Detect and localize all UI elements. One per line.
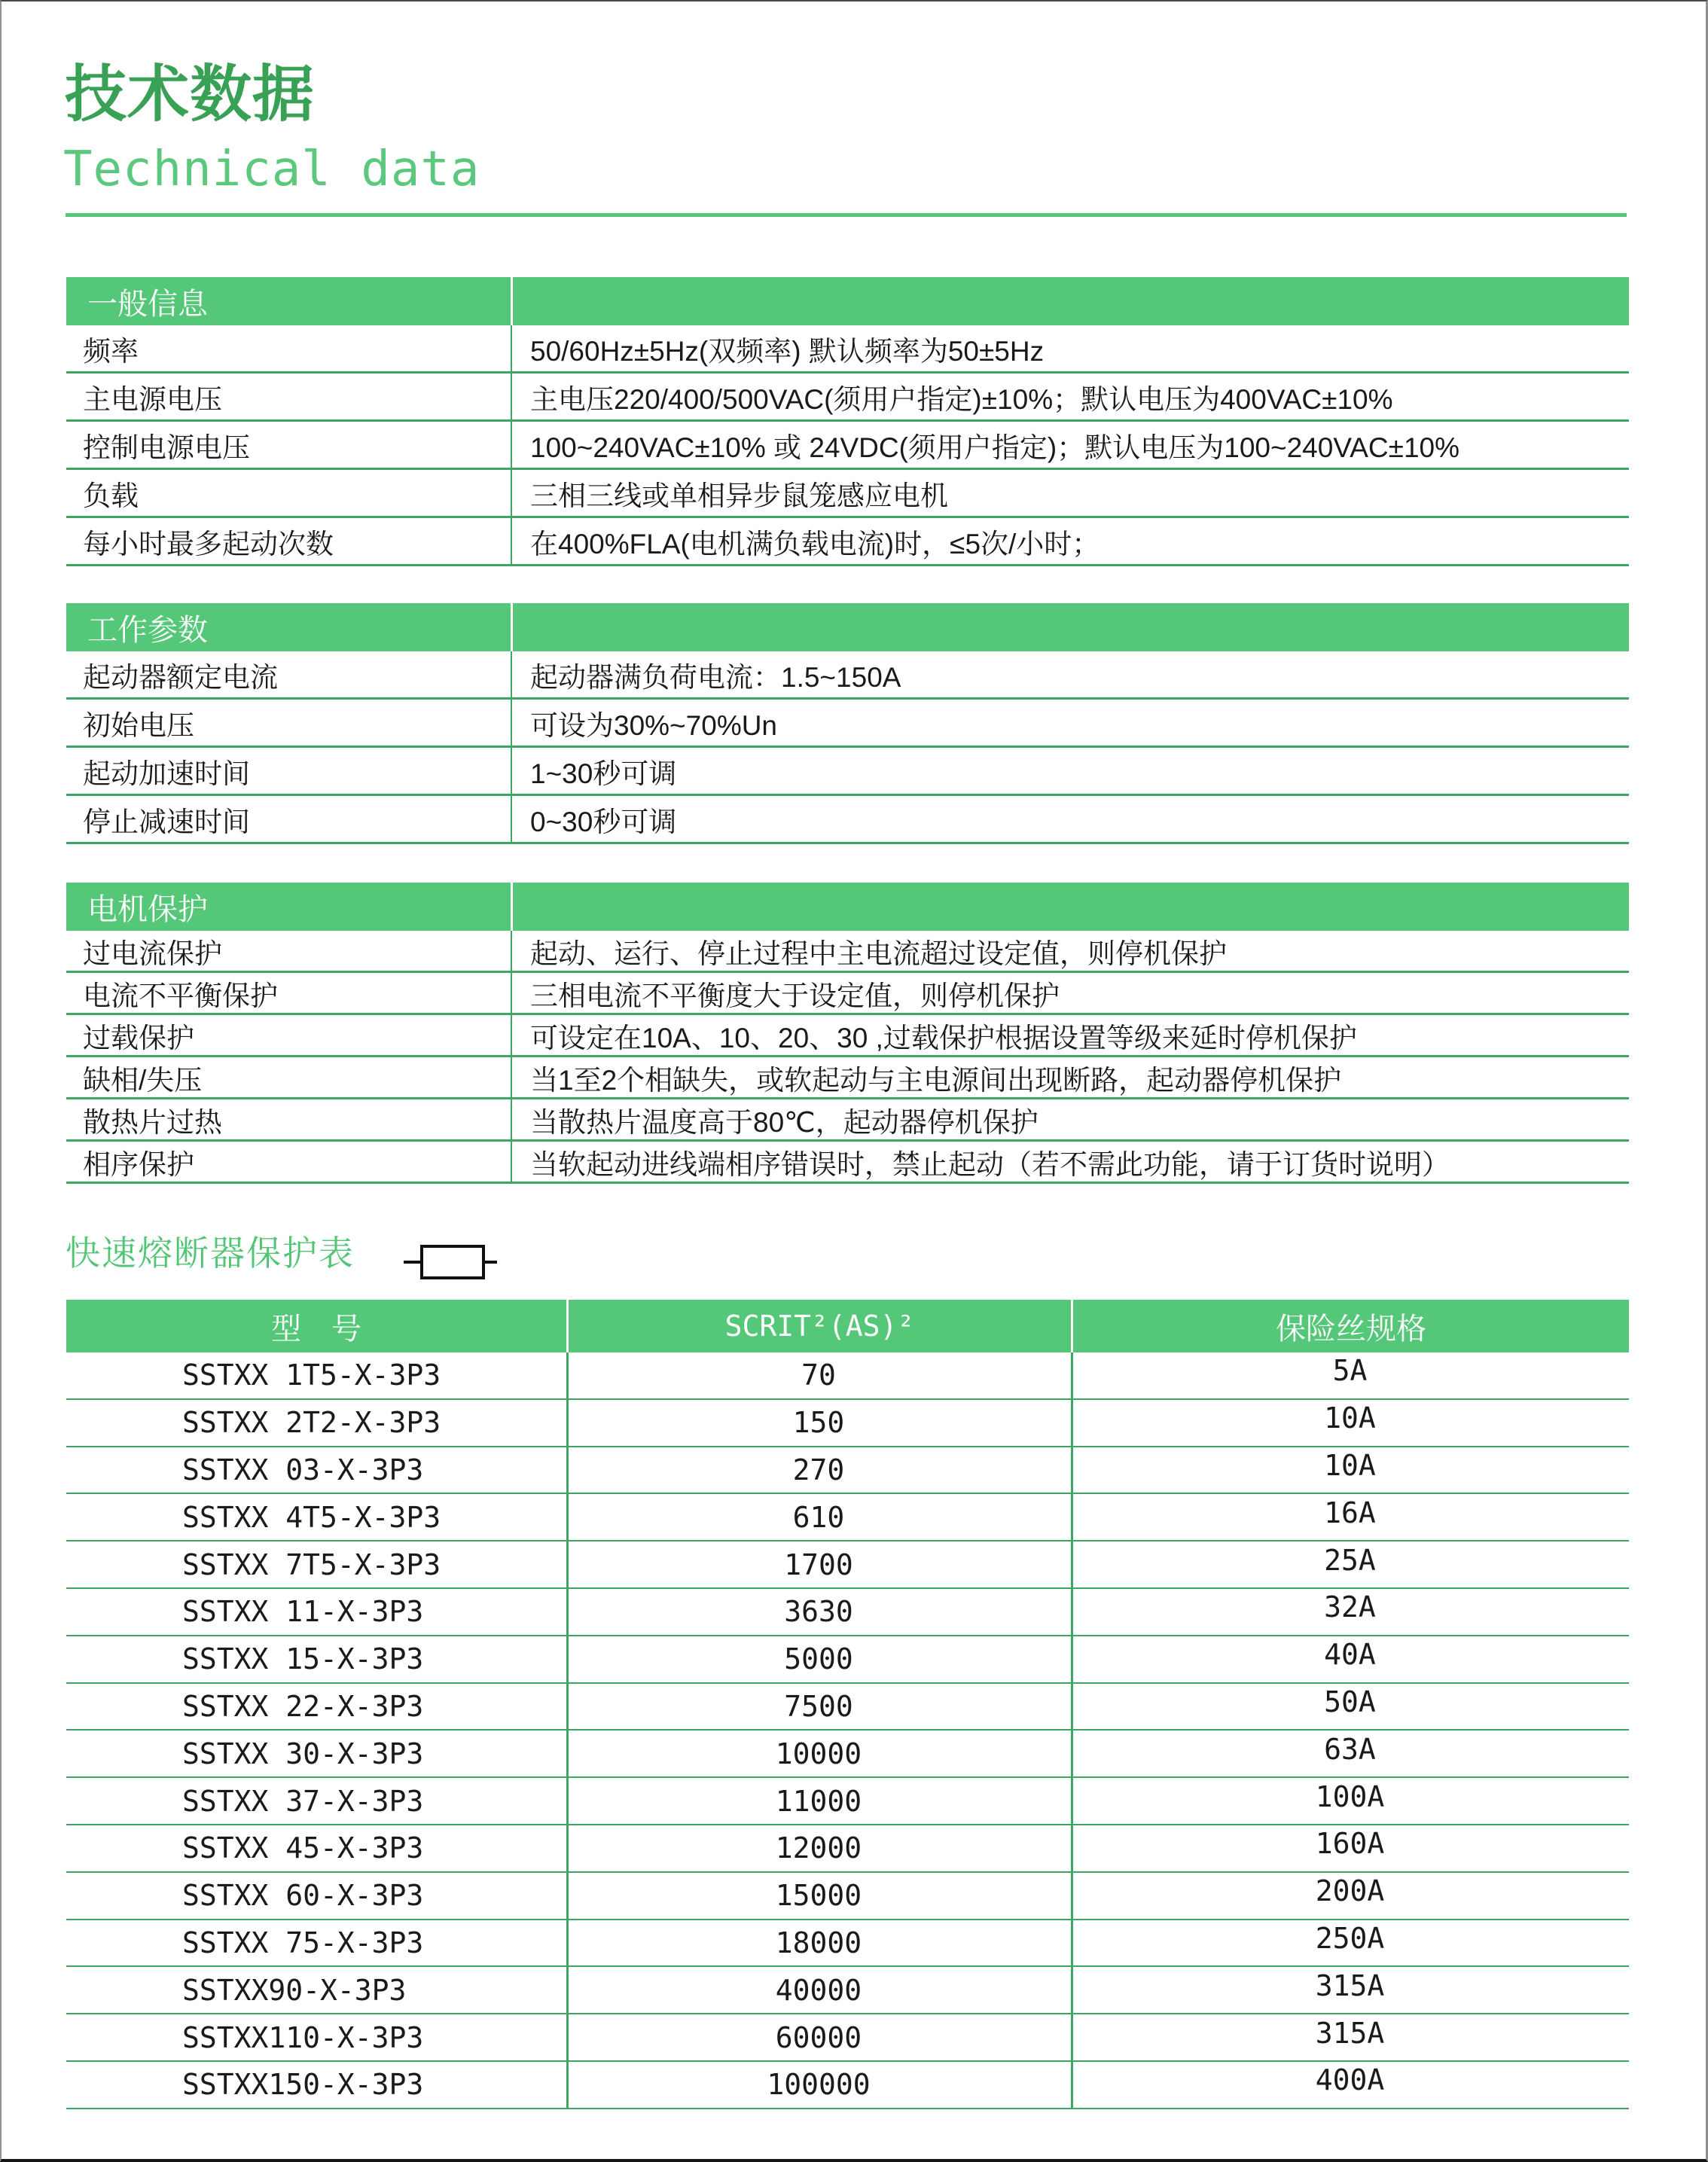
table-row bbox=[66, 1636, 1629, 1684]
table-row bbox=[66, 1589, 1629, 1636]
scrit-cell: 18000 bbox=[775, 1926, 862, 1959]
table-row bbox=[66, 1967, 1629, 2014]
fuse-spec-cell: 16A bbox=[1324, 1496, 1376, 1529]
table-row bbox=[66, 325, 1629, 374]
fuse-spec-cell: 5A bbox=[1332, 1354, 1368, 1388]
body-column-divider bbox=[511, 325, 512, 566]
row-label: 缺相/失压 bbox=[83, 1064, 203, 1096]
row-label: 负载 bbox=[83, 480, 139, 511]
table-row bbox=[66, 973, 1629, 1015]
row-label: 主电源电压 bbox=[83, 383, 222, 415]
scrit-cell: 11000 bbox=[775, 1784, 862, 1818]
fuse-protection-table bbox=[66, 1300, 1629, 2109]
table-row bbox=[66, 1447, 1629, 1495]
row-label: 散热片过热 bbox=[83, 1106, 222, 1138]
row-value: 可设为30%~70%Un bbox=[530, 709, 778, 741]
fuse-spec-cell: 50A bbox=[1324, 1685, 1376, 1718]
row-value: 当1至2个相缺失，或软起动与主电源间出现断路，起动器停机保护 bbox=[530, 1064, 1342, 1096]
fuse-icon bbox=[404, 1244, 497, 1284]
column-header-scrit: SCRIT²(AS)² bbox=[566, 1300, 1071, 1352]
fuse-spec-cell: 10A bbox=[1324, 1448, 1376, 1482]
fuse-spec-cell: 315A bbox=[1315, 2016, 1385, 2050]
model-cell: SSTXX 1T5-X-3P3 bbox=[182, 1358, 441, 1392]
table-header-label: 工作参数 bbox=[87, 613, 208, 647]
scrit-cell: 100000 bbox=[767, 2068, 871, 2102]
body-column-divider bbox=[1071, 1352, 1073, 2109]
table-row bbox=[66, 1352, 1629, 1400]
row-label: 过载保护 bbox=[83, 1022, 194, 1054]
model-cell: SSTXX 11-X-3P3 bbox=[182, 1595, 424, 1629]
table-row bbox=[66, 1015, 1629, 1057]
row-value: 1~30秒可调 bbox=[530, 758, 677, 789]
fuse-spec-cell: 315A bbox=[1315, 1968, 1385, 2002]
table-row bbox=[66, 2014, 1629, 2062]
table-row bbox=[66, 374, 1629, 422]
row-label: 初始电压 bbox=[83, 709, 194, 741]
fuse-spec-cell: 400A bbox=[1315, 2063, 1385, 2097]
table-row bbox=[66, 1873, 1629, 1920]
row-label: 相序保护 bbox=[83, 1148, 194, 1180]
table-header bbox=[66, 277, 1629, 325]
fuse-spec-cell: 200A bbox=[1315, 1874, 1385, 1908]
scrit-cell: 40000 bbox=[775, 1973, 862, 2007]
table-row bbox=[66, 1920, 1629, 1968]
table-header bbox=[66, 883, 1629, 931]
table-row bbox=[66, 1142, 1629, 1184]
model-cell: SSTXX 22-X-3P3 bbox=[182, 1689, 424, 1723]
table-row bbox=[66, 1400, 1629, 1447]
model-cell: SSTXX 15-X-3P3 bbox=[182, 1642, 424, 1676]
title-divider bbox=[66, 213, 1627, 217]
page-title: 技术数据 bbox=[65, 60, 316, 129]
table-header bbox=[66, 603, 1629, 651]
scrit-cell: 12000 bbox=[775, 1831, 862, 1865]
row-label: 起动加速时间 bbox=[83, 758, 250, 789]
table-row bbox=[66, 2062, 1629, 2109]
fuse-spec-cell: 10A bbox=[1324, 1401, 1376, 1435]
fuse-spec-cell: 25A bbox=[1324, 1543, 1376, 1577]
header-column-divider bbox=[511, 603, 513, 651]
body-column-divider bbox=[511, 651, 512, 844]
fuse-spec-cell: 100A bbox=[1315, 1779, 1385, 1813]
scrit-cell: 7500 bbox=[784, 1689, 853, 1723]
table-body bbox=[66, 931, 1629, 1184]
table-row bbox=[66, 1825, 1629, 1873]
table-header-label: 一般信息 bbox=[87, 287, 208, 321]
scrit-cell: 60000 bbox=[775, 2020, 862, 2054]
fuse-table-header bbox=[66, 1300, 1629, 1352]
table-row bbox=[66, 1541, 1629, 1589]
scrit-cell: 270 bbox=[792, 1453, 845, 1487]
scrit-cell: 10000 bbox=[775, 1737, 862, 1770]
model-cell: SSTXX 03-X-3P3 bbox=[182, 1453, 424, 1487]
working-parameters-table bbox=[66, 603, 1629, 844]
table-body bbox=[66, 325, 1629, 566]
row-value: 起动、运行、停止过程中主电流超过设定值，则停机保护 bbox=[530, 938, 1227, 969]
model-cell: SSTXX 37-X-3P3 bbox=[182, 1784, 424, 1818]
motor-protection-table bbox=[66, 883, 1629, 1184]
scrit-cell: 3630 bbox=[784, 1595, 853, 1629]
row-label: 控制电源电压 bbox=[83, 431, 250, 463]
row-value: 三相三线或单相异步鼠笼感应电机 bbox=[530, 480, 948, 511]
model-cell: SSTXX110-X-3P3 bbox=[182, 2020, 424, 2054]
table-row bbox=[66, 470, 1629, 518]
model-cell: SSTXX 30-X-3P3 bbox=[182, 1737, 424, 1770]
table-row bbox=[66, 651, 1629, 700]
scrit-cell: 70 bbox=[801, 1358, 836, 1392]
header-column-divider bbox=[511, 883, 513, 931]
table-row bbox=[66, 1731, 1629, 1778]
row-label: 每小时最多起动次数 bbox=[83, 528, 334, 560]
fuse-spec-cell: 32A bbox=[1324, 1590, 1376, 1624]
scrit-cell: 150 bbox=[792, 1406, 845, 1440]
table-row bbox=[66, 1778, 1629, 1825]
row-value: 当软起动进线端相序错误时，禁止起动（若不需此功能，请于订货时说明） bbox=[530, 1148, 1450, 1180]
table-body bbox=[66, 651, 1629, 844]
row-label: 停止减速时间 bbox=[83, 806, 250, 837]
row-label: 起动器额定电流 bbox=[83, 661, 278, 693]
row-value: 100~240VAC±10% 或 24VDC(须用户指定)；默认电压为100~240VAC±10% bbox=[530, 431, 1460, 463]
table-row bbox=[66, 1684, 1629, 1731]
table-row bbox=[66, 931, 1629, 973]
row-value: 50/60Hz±5Hz(双频率) 默认频率为50±5Hz bbox=[530, 335, 1045, 367]
model-cell: SSTXX90-X-3P3 bbox=[182, 1973, 407, 2007]
model-cell: SSTXX 60-X-3P3 bbox=[182, 1879, 424, 1913]
body-column-divider bbox=[566, 1352, 569, 2109]
column-header-model: 型 号 bbox=[271, 1312, 361, 1346]
row-value: 当散热片温度高于80℃，起动器停机保护 bbox=[530, 1106, 1039, 1138]
table-row bbox=[66, 1057, 1629, 1099]
scrit-cell: 1700 bbox=[784, 1548, 853, 1581]
model-cell: SSTXX 45-X-3P3 bbox=[182, 1831, 424, 1865]
page-subtitle: Technical data bbox=[63, 142, 480, 197]
table-row bbox=[66, 796, 1629, 844]
row-value: 0~30秒可调 bbox=[530, 806, 677, 837]
model-cell: SSTXX 75-X-3P3 bbox=[182, 1926, 424, 1959]
table-row bbox=[66, 1494, 1629, 1541]
header-column-divider bbox=[511, 277, 513, 325]
fuse-spec-cell: 63A bbox=[1324, 1732, 1376, 1766]
fuse-spec-cell: 160A bbox=[1315, 1827, 1385, 1861]
column-header-fuse-spec: 保险丝规格 bbox=[1071, 1300, 1629, 1352]
model-cell: SSTXX 4T5-X-3P3 bbox=[182, 1500, 441, 1534]
fuse-spec-cell: 40A bbox=[1324, 1638, 1376, 1672]
row-label: 过电流保护 bbox=[83, 938, 222, 969]
fuse-spec-cell: 250A bbox=[1315, 1921, 1385, 1955]
general-info-table bbox=[66, 277, 1629, 566]
scrit-cell: 5000 bbox=[784, 1642, 853, 1676]
table-row bbox=[66, 518, 1629, 566]
scrit-cell: 15000 bbox=[775, 1879, 862, 1913]
model-cell: SSTXX 7T5-X-3P3 bbox=[182, 1548, 441, 1581]
model-cell: SSTXX150-X-3P3 bbox=[182, 2068, 424, 2102]
row-label: 电流不平衡保护 bbox=[83, 980, 278, 1011]
fuse-section-heading: 快速熔断器保护表 bbox=[66, 1233, 355, 1273]
table-row bbox=[66, 748, 1629, 796]
table-header-label: 电机保护 bbox=[87, 892, 208, 926]
row-value: 在400%FLA(电机满负载电流)时，≤5次/小时； bbox=[530, 528, 1100, 560]
row-value: 三相电流不平衡度大于设定值，则停机保护 bbox=[530, 980, 1060, 1011]
scrit-cell: 610 bbox=[792, 1500, 845, 1534]
table-row bbox=[66, 700, 1629, 748]
model-cell: SSTXX 2T2-X-3P3 bbox=[182, 1406, 441, 1440]
row-value: 可设定在10A、10、20、30 ,过载保护根据设置等级来延时停机保护 bbox=[530, 1022, 1357, 1054]
row-label: 频率 bbox=[83, 335, 139, 367]
body-column-divider bbox=[511, 931, 512, 1184]
row-value: 起动器满负荷电流：1.5~150A bbox=[530, 661, 901, 693]
table-row bbox=[66, 1099, 1629, 1142]
table-row bbox=[66, 422, 1629, 470]
row-value: 主电压220/400/500VAC(须用户指定)±10%；默认电压为400VAC±10% bbox=[530, 383, 1393, 415]
fuse-table-body bbox=[66, 1352, 1629, 2109]
